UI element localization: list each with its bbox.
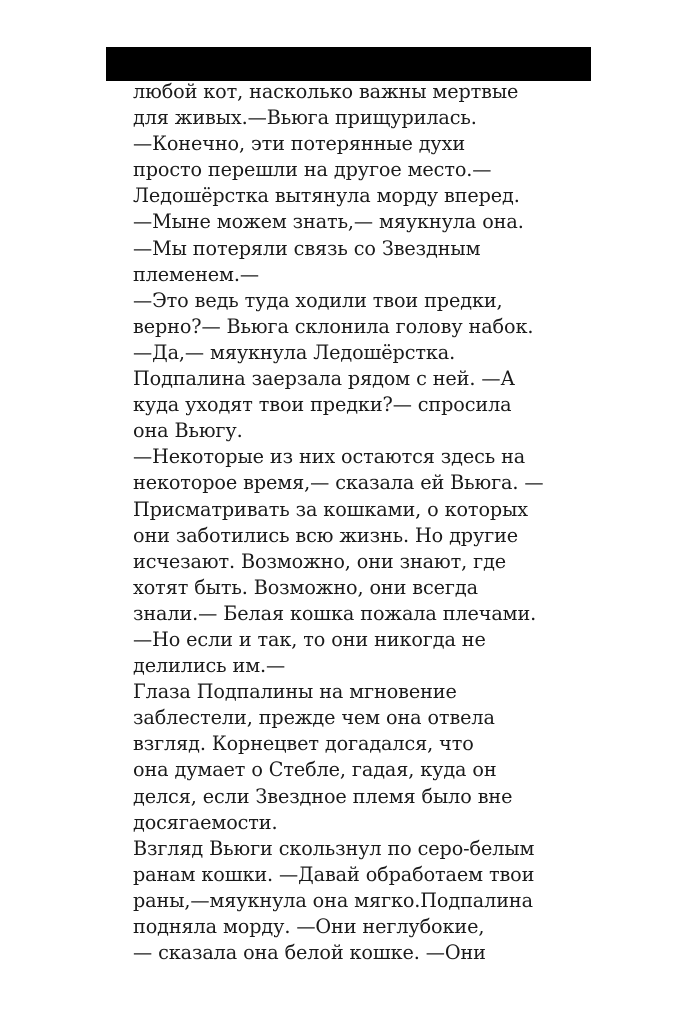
text-line: Ледошёрстка вытянула морду вперед. [133, 184, 520, 208]
text-line: для живых.—Вьюга прищурилась. [133, 106, 477, 130]
redaction-bar [106, 47, 591, 81]
text-line: Присматривать за кошками, о которых [133, 497, 528, 521]
text-line: некоторое время,— сказала ей Вьюга. — [133, 471, 544, 495]
text-line: подняла морду. —Они неглубокие, [133, 915, 485, 938]
text-line: делся, если Звездное племя было вне [133, 784, 513, 808]
text-line: —Мыне можем знать,— мяукнула она. [133, 210, 524, 234]
text-line: взгляд. Корнецвет догадался, что [133, 732, 474, 756]
text-line: она думает о Стебле, гадая, куда он [133, 758, 497, 782]
text-line: верно?— Вьюга склонила голову набок. [133, 314, 534, 338]
text-line: Взгляд Вьюги скользнул по серо-белым [133, 836, 535, 860]
text-line: раны,—мяукнула она мягко.Подпалина [133, 888, 533, 912]
text-line: куда уходят твои предки?— спросила [133, 393, 512, 417]
text-line: —Это ведь туда ходили твои предки, [133, 288, 503, 312]
text-line: заблестели, прежде чем она отвела [133, 706, 495, 730]
text-line: —Но если и так, то они никогда не [133, 627, 486, 651]
text-line: просто перешли на другое место.— [133, 158, 492, 182]
document-text [133, 79, 573, 966]
text-line: —Да,— мяукнула Ледошёрстка. [133, 340, 456, 364]
text-line: — сказала она белой кошке. —Они [133, 941, 486, 965]
text-line: любой кот, насколько важны мертвые [133, 80, 519, 103]
text-line: ранам кошки. —Давай обработаем твои [133, 862, 535, 886]
text-line: хотят быть. Возможно, они всегда [133, 575, 478, 599]
text-line: Глаза Подпалины на мгновение [133, 680, 457, 704]
text-line: исчезают. Возможно, они знают, где [133, 549, 507, 573]
text-line: она Вьюгу. [133, 419, 243, 443]
text-line: —Конечно, эти потерянные духи [133, 132, 466, 156]
text-line: делились им.— [133, 654, 286, 678]
text-line: досягаемости. [133, 810, 278, 834]
text-line: Подпалина заерзала рядом с ней. —А [133, 367, 515, 391]
text-line: —Мы потеряли связь со Звездным [133, 236, 481, 260]
text-line: —Некоторые из них остаются здесь на [133, 445, 526, 469]
text-line: племенем.— [133, 262, 259, 286]
text-line: они заботились всю жизнь. Но другие [133, 523, 519, 547]
text-line: знали.— Белая кошка пожала плечами. [133, 601, 537, 625]
